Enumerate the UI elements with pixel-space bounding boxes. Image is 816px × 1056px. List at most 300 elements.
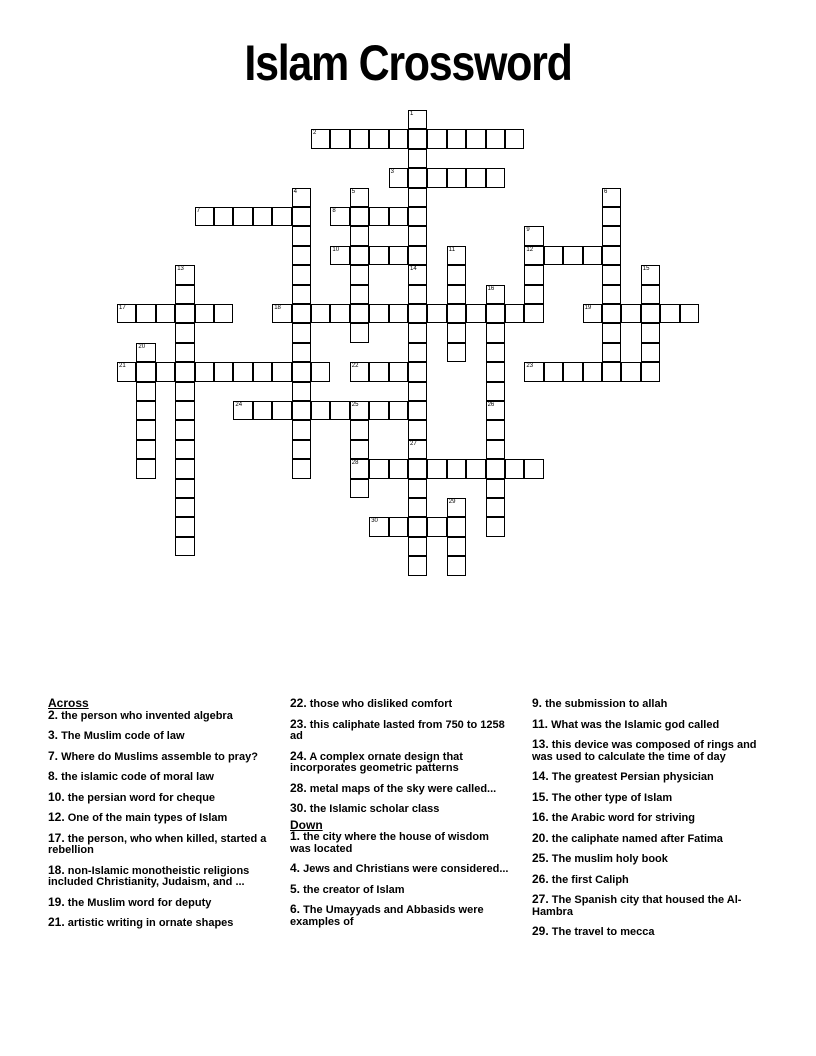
grid-cell[interactable] [408, 498, 427, 517]
grid-cell[interactable] [292, 343, 311, 362]
grid-cell[interactable] [621, 304, 640, 323]
grid-cell[interactable] [350, 129, 369, 148]
grid-cell[interactable] [292, 382, 311, 401]
grid-cell[interactable] [369, 129, 388, 148]
clue-number: 27. [532, 892, 549, 906]
grid-cell[interactable] [330, 246, 349, 265]
grid-cell[interactable] [602, 343, 621, 362]
cell-number: 28 [351, 460, 359, 467]
grid-cell[interactable] [486, 343, 505, 362]
grid-cell[interactable] [486, 168, 505, 187]
clue-number: 10. [48, 789, 65, 804]
grid-cell[interactable] [602, 362, 621, 381]
clue-number: 2. [48, 707, 59, 722]
cell-number: 22 [351, 363, 359, 370]
grid-cell[interactable] [214, 304, 233, 323]
grid-cell[interactable] [389, 129, 408, 148]
grid-cell[interactable] [175, 537, 194, 556]
grid-cell[interactable] [602, 323, 621, 342]
grid-cell[interactable] [641, 304, 660, 323]
clue-text: the Islamic scholar class [309, 803, 440, 815]
across-clue [48, 789, 270, 805]
grid-cell[interactable] [136, 440, 155, 459]
grid-cell[interactable] [175, 401, 194, 420]
clue-number: 6. [290, 902, 301, 916]
grid-cell[interactable] [292, 226, 311, 245]
clue-text: this device was composed of rings and was used to calculate the time of day [532, 739, 757, 763]
clue-number: 3. [48, 728, 59, 742]
grid-cell[interactable] [117, 362, 136, 381]
grid-cell[interactable] [195, 304, 214, 323]
cell-number: 18 [274, 305, 281, 311]
across-header: Across [48, 696, 89, 710]
clue-number: 12. [48, 810, 65, 824]
grid-cell[interactable] [292, 285, 311, 304]
grid-cell[interactable] [369, 401, 388, 420]
puzzle-title: Islam Crossword [244, 35, 572, 91]
grid-cell[interactable] [369, 517, 388, 536]
clue-number: 14. [532, 769, 549, 783]
grid-cell[interactable] [311, 304, 330, 323]
grid-cell[interactable] [408, 323, 427, 342]
cell-number: 10 [332, 246, 340, 253]
clue-number: 25. [532, 851, 549, 865]
clue-number: 26. [532, 871, 549, 886]
grid-cell[interactable] [447, 343, 466, 362]
grid-cell[interactable] [292, 362, 311, 381]
clue-text: the Arabic word for striving [551, 812, 695, 824]
grid-cell[interactable] [350, 246, 369, 265]
grid-cell[interactable] [253, 362, 272, 381]
grid-cell[interactable] [641, 362, 660, 381]
grid-cell[interactable] [583, 304, 602, 323]
grid-cell[interactable] [486, 440, 505, 459]
grid-cell[interactable] [408, 479, 427, 498]
grid-cell[interactable] [292, 265, 311, 284]
grid-cell[interactable] [350, 226, 369, 245]
down-clue [532, 894, 762, 918]
grid-cell[interactable] [175, 265, 194, 284]
grid-cell[interactable] [408, 304, 427, 323]
grid-cell[interactable] [389, 304, 408, 323]
grid-cell[interactable] [447, 459, 466, 478]
grid-cell[interactable] [427, 517, 446, 536]
grid-cell[interactable] [486, 382, 505, 401]
grid-cell[interactable] [408, 362, 427, 381]
down-clue [290, 904, 512, 928]
grid-cell[interactable] [350, 285, 369, 304]
cell-number: 30 [371, 518, 378, 525]
grid-cell[interactable] [408, 246, 427, 265]
grid-cell[interactable] [447, 265, 466, 284]
grid-cell[interactable] [408, 556, 427, 575]
clue-number: 13. [532, 737, 549, 751]
down-clue [532, 716, 762, 732]
grid-cell[interactable] [389, 168, 408, 187]
grid-cell[interactable] [136, 343, 155, 362]
grid-cell[interactable] [447, 498, 466, 517]
clue-text: Where do Muslims assemble to pray? [61, 750, 258, 763]
grid-cell[interactable] [447, 285, 466, 304]
down-clue [290, 863, 512, 876]
clue-number: 15. [532, 789, 549, 804]
grid-cell[interactable] [447, 323, 466, 342]
clue-column-2 [290, 698, 512, 936]
grid-cell[interactable] [447, 246, 466, 265]
grid-cell[interactable] [602, 246, 621, 265]
grid-cell[interactable] [466, 304, 485, 323]
clue-number: 11. [532, 716, 549, 731]
cell-number: 2 [313, 130, 317, 137]
grid-cell[interactable] [175, 459, 194, 478]
grid-cell[interactable] [292, 207, 311, 226]
grid-cell[interactable] [175, 479, 194, 498]
grid-cell[interactable] [292, 401, 311, 420]
grid-cell[interactable] [660, 304, 679, 323]
grid-cell[interactable] [427, 129, 446, 148]
clue-text: the first Caliph [551, 873, 629, 886]
grid-cell[interactable] [389, 207, 408, 226]
down-clue [532, 812, 762, 825]
grid-cell[interactable] [330, 304, 349, 323]
grid-cell[interactable] [389, 246, 408, 265]
clue-text: One of the main types of Islam [67, 812, 228, 824]
across-clue [48, 771, 270, 784]
grid-cell[interactable] [389, 362, 408, 381]
grid-cell[interactable] [583, 362, 602, 381]
grid-cell[interactable] [350, 479, 369, 498]
grid-cell[interactable] [486, 420, 505, 439]
across-clue [48, 862, 270, 889]
grid-cell[interactable] [486, 323, 505, 342]
grid-cell[interactable] [292, 188, 311, 207]
cell-number: 24 [235, 402, 243, 408]
cell-number: 5 [351, 188, 356, 195]
grid-cell[interactable] [583, 246, 602, 265]
across-clue [290, 803, 512, 816]
clue-text: artistic writing in ornate shapes [67, 917, 234, 929]
grid-cell[interactable] [602, 207, 621, 226]
grid-cell[interactable] [408, 459, 427, 478]
grid-cell[interactable] [408, 207, 427, 226]
across-clue [290, 748, 512, 775]
grid-cell[interactable] [369, 362, 388, 381]
grid-cell[interactable] [524, 265, 543, 284]
grid-cell[interactable] [408, 149, 427, 168]
down-clue [532, 871, 762, 887]
grid-cell[interactable] [350, 401, 369, 420]
down-clue [532, 926, 762, 939]
clue-number: 19. [48, 894, 65, 909]
grid-cell[interactable] [563, 246, 582, 265]
grid-cell[interactable] [408, 420, 427, 439]
cell-number: 3 [390, 169, 394, 176]
grid-cell[interactable] [680, 304, 699, 323]
grid-cell[interactable] [272, 304, 291, 323]
grid-cell[interactable] [641, 265, 660, 284]
down-clue [532, 830, 762, 846]
grid-cell[interactable] [641, 343, 660, 362]
grid-cell[interactable] [524, 459, 543, 478]
grid-cell[interactable] [292, 323, 311, 342]
grid-cell[interactable] [369, 207, 388, 226]
grid-cell[interactable] [136, 459, 155, 478]
clue-number: 8. [48, 769, 59, 783]
grid-cell[interactable] [175, 498, 194, 517]
grid-cell[interactable] [486, 459, 505, 478]
grid-cell[interactable] [602, 285, 621, 304]
grid-cell[interactable] [136, 304, 155, 323]
cell-number: 25 [351, 402, 359, 408]
grid-cell[interactable] [408, 188, 427, 207]
grid-cell[interactable] [175, 285, 194, 304]
grid-cell[interactable] [233, 401, 252, 420]
cell-number: 8 [332, 208, 336, 214]
grid-cell[interactable] [505, 304, 524, 323]
grid-cell[interactable] [350, 265, 369, 284]
grid-cell[interactable] [136, 401, 155, 420]
grid-cell[interactable] [350, 188, 369, 207]
grid-cell[interactable] [447, 537, 466, 556]
clue-number: 20. [532, 830, 549, 845]
grid-cell[interactable] [524, 285, 543, 304]
grid-cell[interactable] [602, 188, 621, 207]
grid-cell[interactable] [427, 459, 446, 478]
grid-cell[interactable] [175, 517, 194, 536]
cell-number: 23 [526, 363, 534, 370]
grid-cell[interactable] [486, 479, 505, 498]
grid-cell[interactable] [136, 382, 155, 401]
clue-text: The Umayyads and Abbasids were examples of [290, 904, 484, 928]
clue-text: The Spanish city that housed the Al-Hambra [532, 894, 742, 918]
grid-cell[interactable] [292, 304, 311, 323]
grid-cell[interactable] [408, 517, 427, 536]
grid-cell[interactable] [408, 382, 427, 401]
clue-text: the creator of Islam [303, 883, 405, 896]
grid-cell[interactable] [486, 129, 505, 148]
down-clue [532, 698, 762, 711]
grid-cell[interactable] [447, 556, 466, 575]
grid-cell[interactable] [292, 420, 311, 439]
clue-text: What was the Islamic god called [551, 718, 720, 731]
down-clue [532, 853, 762, 866]
clue-number: 9. [532, 696, 543, 710]
grid-cell[interactable] [272, 362, 291, 381]
grid-cell[interactable] [389, 401, 408, 420]
cell-number: 16 [487, 285, 495, 292]
grid-cell[interactable] [408, 343, 427, 362]
across-clue [48, 812, 270, 825]
grid-cell[interactable] [214, 362, 233, 381]
grid-cell[interactable] [311, 129, 330, 148]
clue-column-1 [48, 698, 270, 938]
grid-cell[interactable] [602, 265, 621, 284]
grid-cell[interactable] [408, 401, 427, 420]
grid-cell[interactable] [389, 459, 408, 478]
grid-cell[interactable] [505, 459, 524, 478]
grid-cell[interactable] [369, 246, 388, 265]
down-clue [532, 739, 762, 763]
grid-cell[interactable] [350, 440, 369, 459]
grid-cell[interactable] [408, 265, 427, 284]
across-clue [48, 730, 270, 743]
grid-cell[interactable] [427, 304, 446, 323]
grid-cell[interactable] [466, 459, 485, 478]
grid-cell[interactable] [350, 420, 369, 439]
grid-cell[interactable] [233, 362, 252, 381]
grid-cell[interactable] [486, 401, 505, 420]
grid-cell[interactable] [563, 362, 582, 381]
cell-number: 27 [410, 440, 417, 447]
down-clue [532, 771, 762, 784]
grid-cell[interactable] [330, 401, 349, 420]
cell-number: 15 [642, 266, 650, 273]
clue-text: the Muslim word for deputy [67, 896, 212, 909]
grid-cell[interactable] [486, 517, 505, 536]
grid-cell[interactable] [350, 362, 369, 381]
across-clue [290, 780, 512, 796]
grid-cell[interactable] [175, 304, 194, 323]
cell-number: 6 [604, 188, 608, 195]
cell-number: 17 [119, 305, 126, 311]
down-clue [290, 831, 512, 855]
grid-cell[interactable] [330, 207, 349, 226]
cell-number: 29 [448, 499, 456, 505]
grid-cell[interactable] [330, 129, 349, 148]
grid-cell[interactable] [175, 362, 194, 381]
across-clue [290, 698, 512, 711]
clue-text: non-Islamic monotheistic religions included Christianity, Judaism, and ... [48, 864, 250, 888]
across-clue [48, 917, 270, 930]
grid-cell[interactable] [447, 517, 466, 536]
grid-cell[interactable] [253, 207, 272, 226]
grid-cell[interactable] [156, 362, 175, 381]
clue-text: those who disliked comfort [309, 698, 453, 710]
grid-cell[interactable] [408, 168, 427, 187]
grid-cell[interactable] [350, 459, 369, 478]
grid-cell[interactable] [524, 246, 543, 265]
clue-number: 30. [290, 801, 307, 815]
clue-text: the caliphate named after Fatima [551, 832, 723, 845]
grid-cell[interactable] [369, 459, 388, 478]
grid-cell[interactable] [641, 285, 660, 304]
cell-number: 12 [526, 246, 534, 253]
grid-cell[interactable] [389, 517, 408, 536]
clue-text: A complex ornate design that incorporates geometric patterns [290, 750, 463, 774]
grid-cell[interactable] [427, 168, 446, 187]
down-clue [532, 789, 762, 805]
grid-cell[interactable] [117, 304, 136, 323]
grid-cell[interactable] [408, 440, 427, 459]
clue-number: 5. [290, 881, 301, 896]
clue-number: 23. [290, 716, 307, 731]
across-clue [48, 707, 270, 723]
grid-cell[interactable] [253, 401, 272, 420]
clue-number: 22. [290, 696, 307, 710]
grid-cell[interactable] [486, 498, 505, 517]
grid-cell[interactable] [408, 110, 427, 129]
clue-text: The other type of Islam [551, 791, 673, 804]
grid-cell[interactable] [175, 382, 194, 401]
grid-cell[interactable] [486, 285, 505, 304]
grid-cell[interactable] [524, 362, 543, 381]
grid-cell[interactable] [175, 440, 194, 459]
grid-cell[interactable] [350, 207, 369, 226]
grid-cell[interactable] [602, 226, 621, 245]
grid-cell[interactable] [136, 420, 155, 439]
grid-cell[interactable] [466, 168, 485, 187]
grid-cell[interactable] [369, 304, 388, 323]
grid-cell[interactable] [195, 207, 214, 226]
clue-number: 29. [532, 924, 549, 938]
cell-number: 7 [196, 208, 200, 214]
grid-cell[interactable] [447, 168, 466, 187]
cell-number: 1 [410, 111, 414, 117]
across-clue [48, 748, 270, 764]
grid-cell[interactable] [272, 401, 291, 420]
grid-cell[interactable] [272, 207, 291, 226]
across-clue [48, 830, 270, 857]
grid-cell[interactable] [292, 459, 311, 478]
cell-number: 26 [487, 402, 495, 408]
grid-cell[interactable] [292, 440, 311, 459]
clue-number: 4. [290, 861, 301, 875]
grid-cell[interactable] [311, 362, 330, 381]
clue-text: The greatest Persian physician [551, 771, 714, 783]
grid-cell[interactable] [233, 207, 252, 226]
clue-number: 1. [290, 829, 301, 843]
clue-text: the person who invented algebra [61, 709, 233, 722]
clue-text: Jews and Christians were considered... [303, 863, 509, 875]
grid-cell[interactable] [350, 323, 369, 342]
grid-cell[interactable] [311, 401, 330, 420]
clue-number: 28. [290, 780, 307, 795]
grid-cell[interactable] [408, 129, 427, 148]
clue-text: the person, who when killed, started a rebellion [48, 832, 267, 856]
grid-cell[interactable] [156, 304, 175, 323]
grid-cell[interactable] [214, 207, 233, 226]
grid-cell[interactable] [524, 304, 543, 323]
grid-cell[interactable] [621, 362, 640, 381]
grid-cell[interactable] [408, 226, 427, 245]
down-clue [290, 881, 512, 897]
grid-cell[interactable] [136, 362, 155, 381]
grid-cell[interactable] [544, 362, 563, 381]
grid-cell[interactable] [505, 129, 524, 148]
clue-text: the persian word for cheque [67, 791, 216, 804]
grid-cell[interactable] [195, 362, 214, 381]
grid-cell[interactable] [292, 246, 311, 265]
grid-cell[interactable] [175, 343, 194, 362]
grid-cell[interactable] [524, 226, 543, 245]
grid-cell[interactable] [175, 323, 194, 342]
cell-number: 21 [119, 363, 126, 370]
grid-cell[interactable] [175, 420, 194, 439]
clue-number: 18. [48, 862, 65, 877]
grid-cell[interactable] [408, 537, 427, 556]
grid-cell[interactable] [486, 362, 505, 381]
cell-number: 14 [410, 266, 417, 273]
grid-cell[interactable] [350, 304, 369, 323]
grid-cell[interactable] [602, 304, 621, 323]
grid-cell[interactable] [408, 285, 427, 304]
grid-cell[interactable] [641, 323, 660, 342]
grid-cell[interactable] [466, 129, 485, 148]
grid-cell[interactable] [544, 246, 563, 265]
grid-cell[interactable] [486, 304, 505, 323]
grid-cell[interactable] [447, 304, 466, 323]
grid-cell[interactable] [447, 129, 466, 148]
